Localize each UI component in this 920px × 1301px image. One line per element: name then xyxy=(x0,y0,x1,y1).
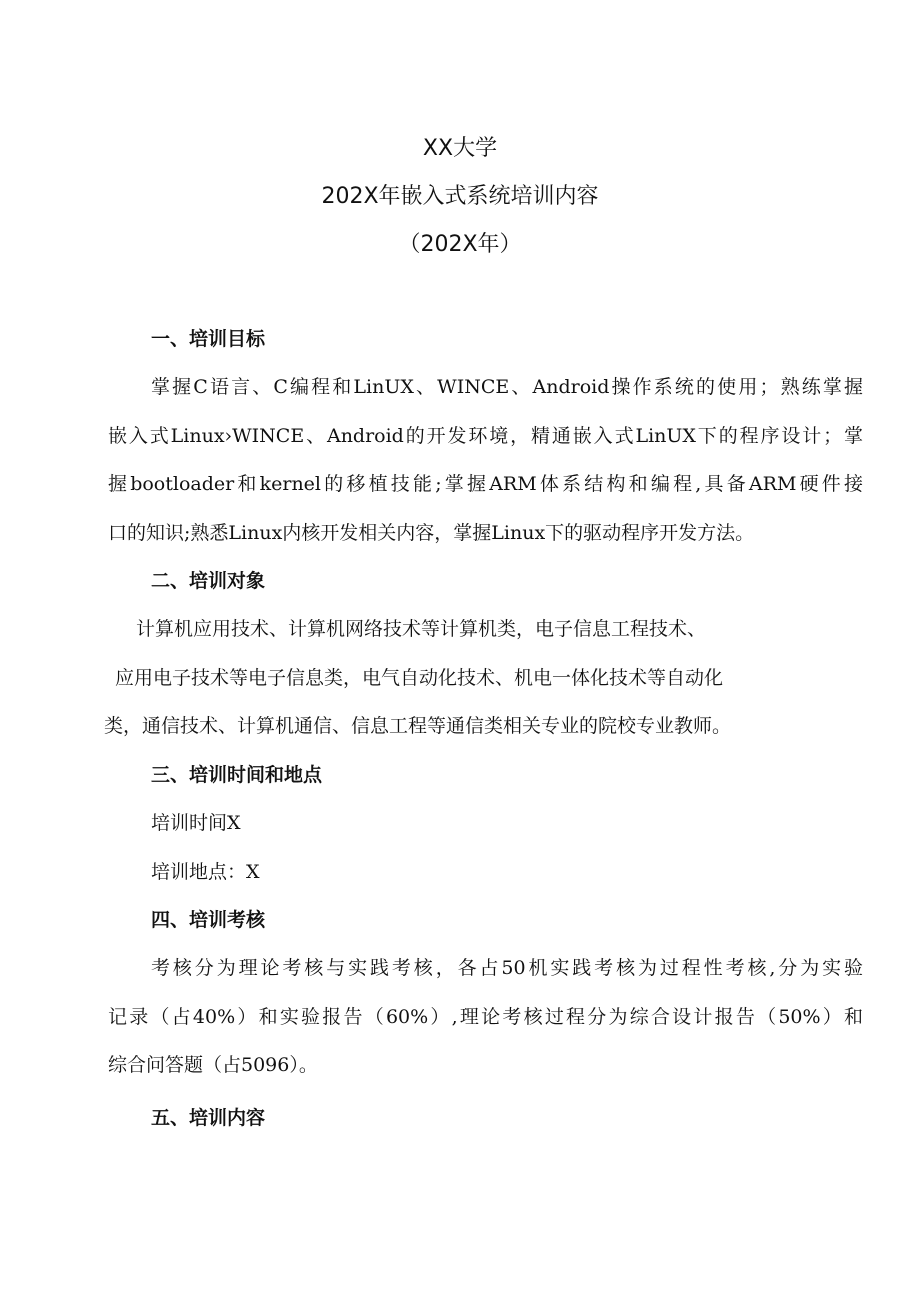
paragraph-line: 类，通信技术、计算机通信、信息工程等通信类相关专业的院校专业教师。 xyxy=(104,715,732,737)
paragraph-line: 计算机应用技术、计算机网络技术等计算机类，电子信息工程技术、 xyxy=(136,618,707,640)
paragraph-line: 握bootloader和kernel的移植技能;掌握ARM体系结构和编程,具备ARM硬件接 xyxy=(108,473,863,495)
paragraph-line: 口的知识;熟悉Linux内核开发相关内容，掌握Linux下的驱动程序开发方法。 xyxy=(108,522,755,544)
paragraph-line: 嵌入式Linux›WINCE、Android的开发环境，精通嵌入式LinUX下的程序设计；掌 xyxy=(108,425,863,447)
section-heading-time-place: 三、培训时间和地点 xyxy=(151,764,323,786)
paragraph-line: 掌握C语言、C编程和LinUX、WINCE、Android操作系统的使用；熟练掌握 xyxy=(151,376,863,398)
university-title: XX大学 xyxy=(422,136,498,161)
section-heading-audience: 二、培训对象 xyxy=(151,570,266,592)
document-title: 202X年嵌入式系统培训内容 xyxy=(321,184,599,209)
section-heading-content: 五、培训内容 xyxy=(151,1107,266,1129)
document-year: （202X年） xyxy=(398,232,522,257)
training-time: 培训时间X xyxy=(151,812,241,834)
paragraph-line: 考核分为理论考核与实践考核，各占50机实践考核为过程性考核,分为实验 xyxy=(151,957,863,979)
paragraph-line: 记录（占40%）和实验报告（60%）,理论考核过程分为综合设计报告（50%）和 xyxy=(108,1006,863,1028)
section-heading-assessment: 四、培训考核 xyxy=(151,909,266,931)
paragraph-line: 综合问答题（占5096）。 xyxy=(108,1054,318,1076)
section-heading-objectives: 一、培训目标 xyxy=(151,328,266,350)
paragraph-line: 应用电子技术等电子信息类，电气自动化技术、机电一体化技术等自动化 xyxy=(115,667,724,689)
training-location: 培训地点：X xyxy=(151,861,260,883)
